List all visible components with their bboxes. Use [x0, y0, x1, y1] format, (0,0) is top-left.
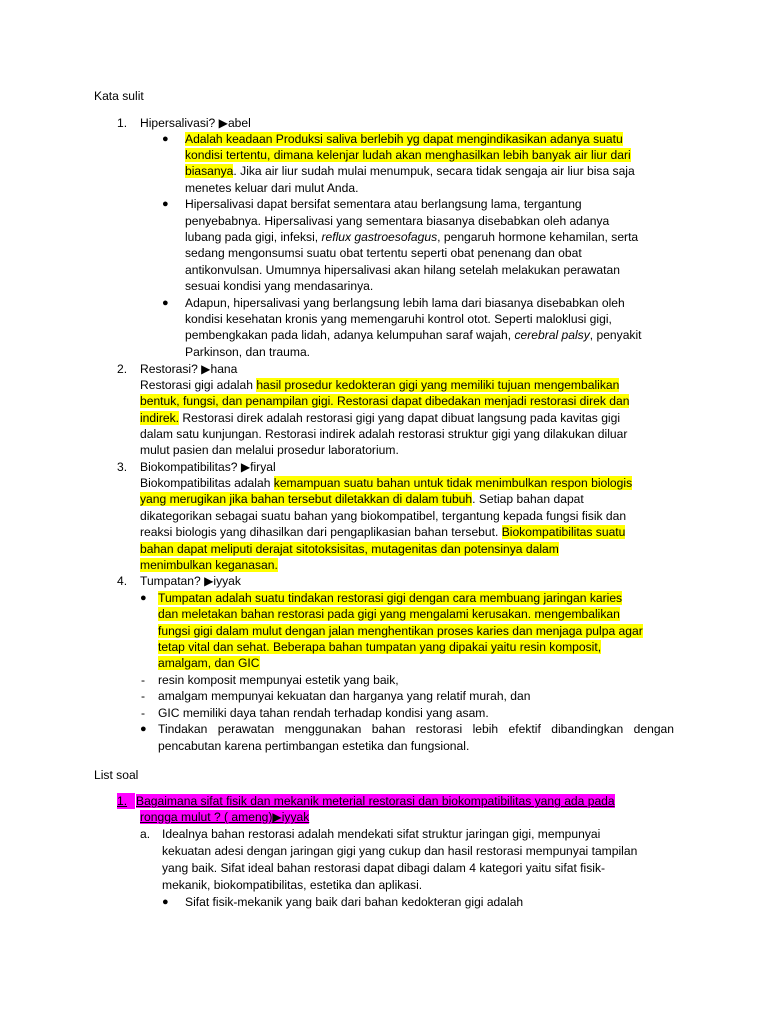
text-line: Idealnya bahan restorasi adalah mendekati sifat struktur jaringan gigi, mempunyai: [162, 827, 601, 841]
text-line: mulut pasien dan melalui prosedur laboratorium.: [140, 443, 399, 457]
text-line: bentuk, fungsi, dan penampilan gigi. Restorasi dapat dibedakan menjadi restorasi direk dan: [140, 394, 630, 408]
text-line: fungsi gigi dalam mulut dengan jalan menghentikan proses karies dan menjaga pulpa agar: [158, 624, 643, 638]
text-line: yang merugikan jika bahan tersebut diletakkan di dalam tubuh. Setiap bahan dapat: [140, 492, 584, 506]
text-line: Biokompatibilitas adalah kemampuan suatu bahan untuk tidak menimbulkan respon biologis: [140, 476, 633, 490]
section-title-kata-sulit: Kata sulit: [94, 89, 144, 103]
term-heading-biokompatibilitas: Biokompatibilitas? ▶firyal: [140, 460, 276, 474]
list-number: 1.: [117, 793, 135, 809]
text-line: kekuatan adesi dengan jaringan gigi yang cukup dan hasil restorasi mempunyai tampilan: [162, 844, 638, 858]
text-line: menimbulkan keganasan.: [140, 558, 278, 572]
term-heading-restorasi: Restorasi? ▶hana: [140, 362, 238, 376]
text-line: reaksi biologis yang dihasilkan dari pengaplikasian bahan tersebut. Biokompatibilitas suatu: [140, 525, 626, 539]
text-line: pencabutan karena pertimbangan estetika dan fungsional.: [158, 739, 470, 753]
text-line: Tumpatan adalah suatu tindakan restorasi gigi dengan cara membuang jaringan karies: [158, 591, 623, 605]
text-line: GIC memiliki daya tahan rendah terhadap kondisi yang asam.: [158, 706, 489, 720]
text-line: dikategorikan sebagai suatu bahan yang biokompatibel, tergantung kepada fungsi fisik dan: [140, 509, 627, 523]
text-line: sesuai kondisi yang mendasarinya.: [185, 279, 374, 293]
text-line: bahan dapat meliputi derajat sitotoksisitas, mutagenitas dan potensinya dalam: [140, 542, 559, 556]
bullet-icon: ●: [140, 723, 147, 735]
text-line: Sifat fisik-mekanik yang baik dari bahan kedokteran gigi adalah: [185, 895, 524, 909]
dash-marker: -: [141, 706, 146, 720]
bullet-icon: ●: [162, 896, 169, 908]
question-line: Bagaimana sifat fisik dan mekanik meterial restorasi dan biokompatibilitas yang ada pada: [136, 794, 615, 808]
text-line: mekanik, biokompatibilitas, estetika dan aplikasi.: [162, 878, 423, 892]
text-line: indirek. Restorasi direk adalah restorasi gigi yang dapat dibuat langsung pada kavitas gigi: [140, 411, 621, 425]
question-line: rongga mulut ? ( ameng)▶iyyak: [140, 810, 310, 824]
list-number: 4.: [117, 574, 128, 588]
text-line: pembengkakan pada lidah, adanya kelumpuhan saraf wajah, cerebral palsy, penyakit: [185, 328, 642, 342]
term-heading-tumpatan: Tumpatan? ▶iyyak: [140, 574, 241, 588]
term-heading-hipersalivasi: Hipersalivasi? ▶abel: [140, 116, 251, 130]
list-number: 3.: [117, 460, 128, 474]
dash-marker: -: [141, 689, 146, 703]
list-number: 2.: [117, 362, 128, 376]
list-number: 1.: [117, 116, 128, 130]
text-line: amalgam mempunyai kekuatan dan harganya yang relatif murah, dan: [158, 689, 531, 703]
text-line: Tindakan perawatan menggunakan bahan restorasi lebih efektif dibandingkan dengan: [158, 722, 674, 736]
text-line: dan meletakan bahan restorasi pada gigi yang mengalami kerusakan. mengembalikan: [158, 607, 620, 621]
section-title-list-soal: List soal: [94, 768, 139, 782]
text-line: biasanya. Jika air liur sudah mulai menumpuk, secara tidak sengaja air liur bisa saja: [185, 164, 635, 178]
text-line: Restorasi gigi adalah hasil prosedur kedokteran gigi yang memiliki tujuan mengembalikan: [140, 378, 620, 392]
text-line: menetes keluar dari mulut Anda.: [185, 181, 359, 195]
bullet-icon: ●: [162, 198, 169, 210]
text-line: Parkinson, dan trauma.: [185, 345, 311, 359]
text-line: Hipersalivasi dapat bersifat sementara atau berlangsung lama, tergantung: [185, 197, 582, 211]
text-line: tetap vital dan sehat. Beberapa bahan tumpatan yang dipakai yaitu resin komposit,: [158, 640, 602, 654]
text-line: kondisi tertentu, dimana kelenjar ludah akan menghasilkan lebih banyak air liur dari: [185, 148, 631, 162]
text-line: kondisi kesehatan kronis yang memengaruhi kontrol otot. Seperti maloklusi gigi,: [185, 312, 612, 326]
text-line: amalgam, dan GIC: [158, 656, 260, 670]
text-line: resin komposit mempunyai estetik yang baik,: [158, 673, 399, 687]
text-line: Adapun, hipersalivasi yang berlangsung lebih lama dari biasanya disebabkan oleh: [185, 296, 625, 310]
dash-marker: -: [141, 673, 146, 687]
text-line: penyebabnya. Hipersalivasi yang sementara biasanya disebabkan oleh adanya: [185, 214, 610, 228]
bullet-icon: ●: [140, 592, 147, 604]
bullet-icon: ●: [162, 133, 169, 145]
text-line: Adalah keadaan Produksi saliva berlebih yg dapat mengindikasikan adanya suatu: [185, 132, 623, 146]
text-line: sedang mengonsumsi suatu obat tertentu seperti obat penenang dan obat: [185, 246, 582, 260]
text-line: dalam satu kunjungan. Restorasi indirek adalah restorasi struktur gigi yang dilakukan diluar: [140, 427, 628, 441]
sublist-letter: a.: [140, 827, 151, 841]
bullet-icon: ●: [162, 297, 169, 309]
text-line: lubang pada gigi, infeksi, reflux gastroesofagus, pengaruh hormone kehamilan, serta: [185, 230, 639, 244]
text-line: yang baik. Sifat ideal bahan restorasi dapat dibagi dalam 4 kategori yaitu sifat fisik-: [162, 861, 606, 875]
text-line: antikonvulsan. Umumnya hipersalivasi akan hilang setelah melakukan perawatan: [185, 263, 620, 277]
